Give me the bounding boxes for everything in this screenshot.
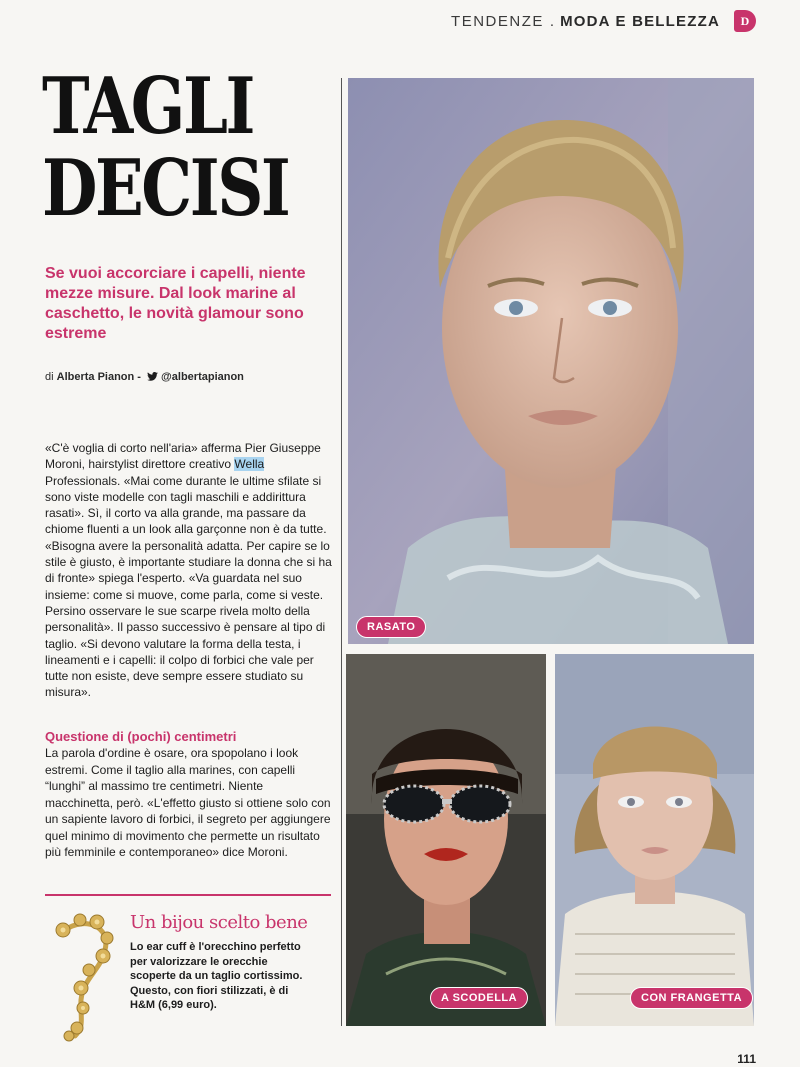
section-label: TENDENZE <box>451 12 544 30</box>
title-line-1: TAGLI <box>42 61 253 152</box>
article-deck: Se vuoi accorciare i capelli, niente mezze misure. Dal look marine al caschetto, le novità glamour sono estreme <box>45 265 306 342</box>
photo-rasato <box>348 78 754 644</box>
section-rule <box>45 894 331 896</box>
article-title <box>42 61 289 234</box>
section-separator: . <box>549 12 555 30</box>
byline-twitter-handle[interactable]: @albertapianon <box>161 371 244 383</box>
magazine-logo-badge: D <box>734 10 756 32</box>
twitter-bird-icon <box>147 372 158 381</box>
body-paragraph-1-start: «C'è voglia di corto nell'aria» afferma Pier Giuseppe Moroni, hairstylist direttore creativo <box>45 441 321 472</box>
subsection-label: MODA E BELLEZZA <box>560 12 720 30</box>
byline-author: Alberta Pianon <box>56 371 135 383</box>
photo-con-frangetta <box>555 654 754 1026</box>
body-paragraph-1 <box>45 440 333 701</box>
page-number: 111 <box>737 1052 756 1066</box>
subheading: Questione di (pochi) centimetri <box>45 729 237 744</box>
column-divider <box>341 78 342 1026</box>
byline-prefix: di <box>45 371 54 383</box>
bijou-title: Un bijou scelto bene <box>130 912 308 933</box>
bijou-text: Lo ear cuff è l'orecchino perfetto per valorizzare le orecchie scoperte da un taglio cortissimo. Questo, con fiori stilizzati, è di H&M (6,99 euro). <box>130 941 303 1012</box>
tag-a-scodella: A SCODELLA <box>430 987 528 1009</box>
title-line-2: DECISI <box>42 143 289 234</box>
byline <box>45 371 244 383</box>
tag-con-frangetta: CON FRANGETTA <box>630 987 753 1009</box>
page-header <box>451 10 756 32</box>
photo-a-scodella <box>346 654 546 1026</box>
ear-cuff-jewel-image <box>45 908 123 1043</box>
tag-rasato: RASATO <box>356 616 426 638</box>
byline-dash: - <box>134 371 141 383</box>
body-paragraph-1-rest: Professionals. «Mai come durante le ultime sfilate si sono viste modelle con tagli maschili e addirittura rasati». Sì, il corto va alla grande, ma passare da chiome fluenti a un look alla garçonne non è da tutte. «Bisogna avere la personalità adatta. Per capire se lo stile è giusto, è importante studiare la donna che si ha di fronte» spiega l'esperto. «Va guardata nel suo insieme: come si muove, come parla, come si veste. Persino osservare le sue scarpe rivela molto della personalità». Il passo successivo è pensare al tipo di taglio. «Si devono valutare la forma della testa, i lineamenti e i capelli: il colpo di forbici che vale per tutte non esiste, deve sempre essere studiato su misura». <box>45 473 332 700</box>
body-paragraph-2: La parola d'ordine è osare, ora spopolano i look estremi. Come il taglio alla marines, con capelli “lunghi” al massimo tre centimetri. Niente macchinetta, però. «L'effetto giusto si ottiene solo con un sapiente lavoro di forbici, il segreto per aggiungere quel minimo di movimento che permette un risultato più femminile e contemporaneo» dice Moroni. <box>45 746 331 859</box>
highlighted-word[interactable]: Wella <box>234 457 265 472</box>
